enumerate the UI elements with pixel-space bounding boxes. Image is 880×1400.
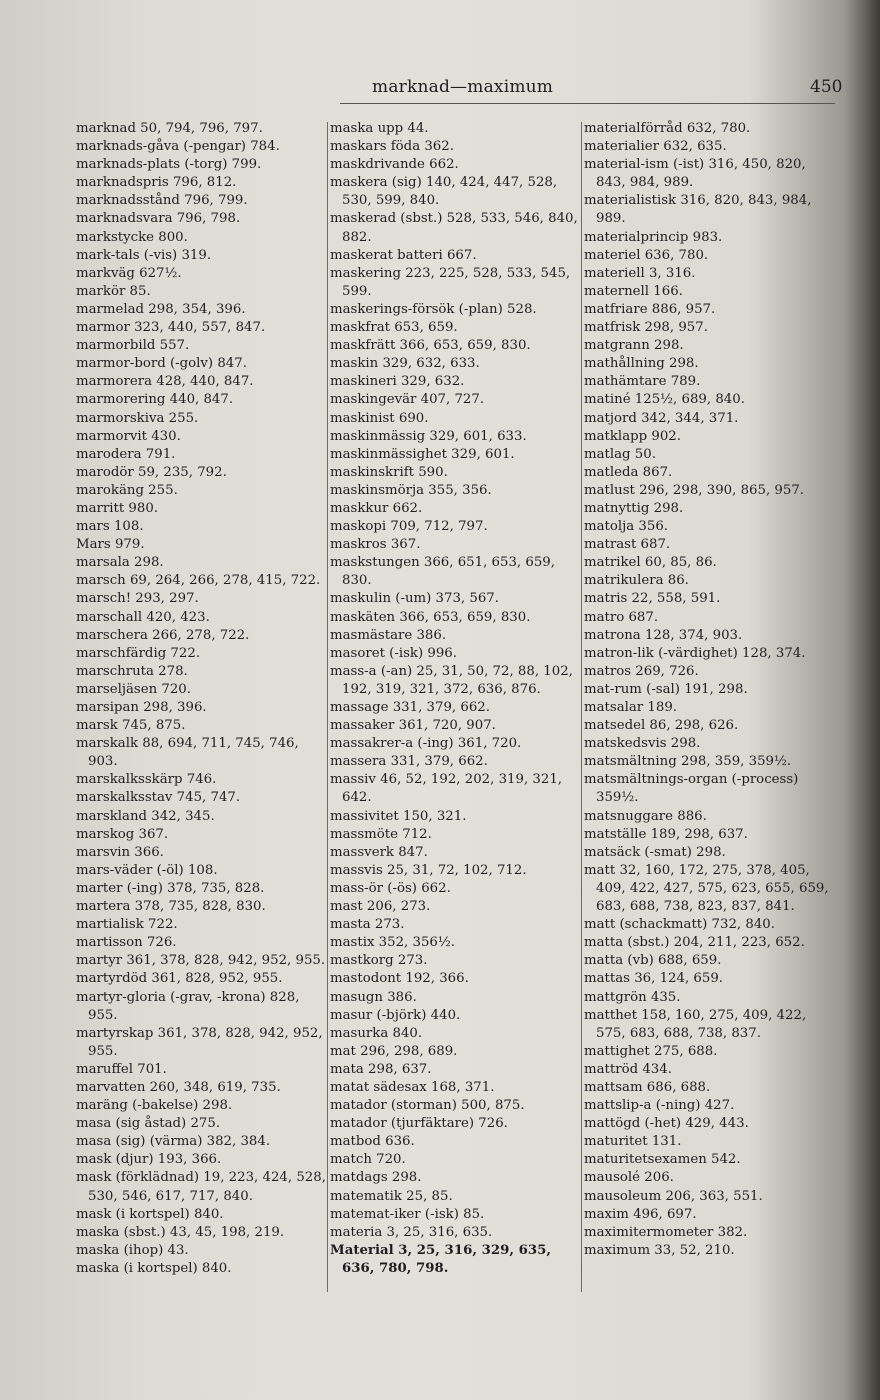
index-entry: matleda 867. — [584, 464, 673, 480]
index-entry: matsäck (-smat) 298. — [584, 844, 726, 860]
index-entry: matat sädesax 168, 371. — [330, 1079, 495, 1095]
index-entry: massverk 847. — [330, 844, 428, 860]
index-entry: mass-a (-an) 25, 31, 50, 72, 88, 102, 192, 319, 321, 372, 636, 876. — [330, 663, 573, 697]
index-entry: mast 206, 273. — [330, 899, 431, 915]
index-entry: mat 296, 298, 689. — [330, 1043, 458, 1059]
running-head: marknad—maximum — [372, 77, 554, 97]
index-entry: maskineri 329, 632. — [330, 374, 465, 390]
index-entry: maturitet 131. — [584, 1134, 682, 1150]
index-entry: material-ism (-ist) 316, 450, 820, 843, 984, 989. — [584, 157, 806, 191]
index-entry: maskulin (-um) 373, 567. — [330, 591, 499, 607]
index-entry: massakrer-a (-ing) 361, 720. — [330, 736, 522, 752]
index-entry: matsnuggare 886. — [584, 808, 707, 824]
index-entry: maskars föda 362. — [330, 139, 454, 155]
index-entry: matt (schackmatt) 732, 840. — [584, 917, 775, 933]
index-entry: matro 687. — [584, 609, 659, 625]
index-entry: matador (tjurfäktare) 726. — [330, 1116, 508, 1132]
index-entry: masur (-björk) 440. — [330, 1007, 461, 1023]
index-entry: maska upp 44. — [330, 121, 429, 136]
index-entry: mastodont 192, 366. — [330, 971, 469, 987]
index-entry: maskinmässig 329, 601, 633. — [330, 428, 527, 444]
index-entry: marsch! 293, 297. — [76, 591, 199, 607]
index-entry: materia 3, 25, 316, 635. — [330, 1224, 493, 1240]
index-entry: materialistisk 316, 820, 843, 984, 989. — [584, 193, 812, 227]
index-entry: martyrskap 361, 378, 828, 942, 952, 955. — [76, 1025, 323, 1059]
index-entry: maskinsmörja 355, 356. — [330, 482, 492, 498]
index-entry: marseljäsen 720. — [76, 681, 191, 697]
index-entry: Material 3, 25, 316, 329, 635, 636, 780, 798. — [330, 1242, 551, 1276]
index-entry: marmorering 440, 847. — [76, 392, 234, 408]
index-entry: mass-ör (-ös) 662. — [330, 880, 451, 896]
column-divider — [581, 122, 582, 1292]
index-entry: maskfrätt 366, 653, 659, 830. — [330, 338, 531, 354]
index-entry: maskering 223, 225, 528, 533, 545, 599. — [330, 265, 571, 299]
index-entry: matgrann 298. — [584, 338, 684, 354]
index-entry: marknad 50, 794, 796, 797. — [76, 121, 263, 136]
index-column-middle — [330, 120, 580, 1278]
index-entry: markstycke 800. — [76, 229, 188, 245]
index-entry: martialisk 722. — [76, 917, 178, 933]
index-entry: matematik 25, 85. — [330, 1188, 453, 1204]
index-entry: masta 273. — [330, 917, 405, 933]
index-entry: marmorvit 430. — [76, 428, 181, 444]
index-entry: maximitermometer 382. — [584, 1224, 748, 1240]
index-entry: matsmältning 298, 359, 359½. — [584, 754, 792, 770]
index-entry: masa (sig åstad) 275. — [76, 1116, 221, 1132]
index-entry: mattsam 686, 688. — [584, 1079, 711, 1095]
index-entry: masugn 386. — [330, 989, 417, 1005]
index-entry: maräng (-bakelse) 298. — [76, 1098, 233, 1114]
index-entry: matta (sbst.) 204, 211, 223, 652. — [584, 935, 805, 951]
index-entry: maskinmässighet 329, 601. — [330, 446, 515, 462]
index-column-left — [76, 120, 326, 1278]
index-entry: mask (i kortspel) 840. — [76, 1206, 224, 1222]
index-entry: matklapp 902. — [584, 428, 681, 444]
index-entry: matsedel 86, 298, 626. — [584, 718, 739, 734]
index-entry: matfrisk 298, 957. — [584, 320, 708, 336]
index-entry: matsalar 189. — [584, 700, 678, 715]
index-entry: mars-väder (-öl) 108. — [76, 862, 218, 878]
index-entry: maskerat batteri 667. — [330, 247, 477, 263]
index-entry: mata 298, 637. — [330, 1061, 432, 1077]
index-entry: maternell 166. — [584, 283, 683, 299]
index-entry: marknads-gåva (-pengar) 784. — [76, 139, 280, 155]
index-entry: matolja 356. — [584, 519, 669, 535]
header-rule — [340, 103, 835, 104]
index-entry: matthet 158, 160, 275, 409, 422, 575, 683, 688, 738, 837. — [584, 1007, 807, 1041]
facing-page-edge — [842, 120, 880, 1300]
index-entry: mathållning 298. — [584, 356, 699, 372]
index-entry: martisson 726. — [76, 935, 177, 951]
index-entry: maskerings-försök (-plan) 528. — [330, 301, 537, 317]
index-entry: mat-rum (-sal) 191, 298. — [584, 681, 748, 697]
index-entry: matdags 298. — [330, 1170, 422, 1186]
column-divider — [327, 122, 328, 1292]
index-entry: matjord 342, 344, 371. — [584, 410, 739, 426]
index-entry: marodör 59, 235, 792. — [76, 464, 227, 480]
index-entry: matfriare 886, 957. — [584, 301, 716, 317]
index-entry: maskinskrift 590. — [330, 464, 448, 480]
index-entry: mausoleum 206, 363, 551. — [584, 1188, 763, 1204]
index-entry: marsipan 298, 396. — [76, 700, 207, 715]
index-entry: marschfärdig 722. — [76, 645, 201, 661]
index-entry: marsch 69, 264, 266, 278, 415, 722. — [76, 573, 321, 589]
index-entry: matskedsvis 298. — [584, 736, 701, 752]
index-entry: masa (sig) (värma) 382, 384. — [76, 1134, 271, 1150]
index-entry: markör 85. — [76, 283, 151, 299]
index-entry: marschall 420, 423. — [76, 609, 210, 625]
index-entry: maximum 33, 52, 210. — [584, 1242, 735, 1258]
index-entry: maruffel 701. — [76, 1061, 167, 1077]
index-entry: mastkorg 273. — [330, 953, 428, 969]
index-entry: marmorera 428, 440, 847. — [76, 374, 254, 390]
index-entry: mars 108. — [76, 519, 144, 535]
index-entry: maska (i kortspel) 840. — [76, 1260, 232, 1276]
index-entry: matt 32, 160, 172, 275, 378, 405, 409, 422, 427, 575, 623, 655, 659, 683, 688, 738, 823, 837, 841. — [584, 862, 829, 915]
index-entry: masmästare 386. — [330, 627, 447, 643]
index-entry: maska (sbst.) 43, 45, 198, 219. — [76, 1224, 285, 1240]
index-entry: maskerad (sbst.) 528, 533, 546, 840, 882. — [330, 211, 578, 245]
index-entry: matbod 636. — [330, 1134, 415, 1150]
index-entry: maskin 329, 632, 633. — [330, 356, 480, 372]
index-entry: matemat-iker (-isk) 85. — [330, 1206, 485, 1222]
index-entry: matiné 125½, 689, 840. — [584, 392, 745, 408]
index-entry: maskingevär 407, 727. — [330, 392, 485, 408]
index-entry: maskstungen 366, 651, 653, 659, 830. — [330, 555, 555, 589]
index-entry: matros 269, 726. — [584, 663, 699, 679]
index-entry: marodera 791. — [76, 446, 176, 462]
index-entry: marsvin 366. — [76, 844, 164, 860]
index-entry: marritt 980. — [76, 500, 159, 516]
index-entry: markväg 627½. — [76, 265, 182, 281]
index-entry: matnyttig 298. — [584, 500, 684, 516]
index-entry: masoret (-isk) 996. — [330, 645, 457, 661]
index-entry: marvatten 260, 348, 619, 735. — [76, 1079, 281, 1095]
index-entry: matrikulera 86. — [584, 573, 689, 589]
index-entry: marmor-bord (-golv) 847. — [76, 356, 247, 372]
index-entry: martyrdöd 361, 828, 952, 955. — [76, 971, 283, 987]
index-entry: mathämtare 789. — [584, 374, 701, 390]
index-entry: materialier 632, 635. — [584, 139, 727, 155]
index-entry: maskäten 366, 653, 659, 830. — [330, 609, 531, 625]
index-entry: massage 331, 379, 662. — [330, 700, 490, 715]
index-entry: maskdrivande 662. — [330, 157, 459, 173]
index-entry: matron-lik (-värdighet) 128, 374. — [584, 645, 806, 661]
index-entry: matrikel 60, 85, 86. — [584, 555, 717, 571]
index-entry: matrona 128, 374, 903. — [584, 627, 743, 643]
index-entry: marmorskiva 255. — [76, 410, 199, 426]
index-entry: marmelad 298, 354, 396. — [76, 301, 246, 317]
index-entry: maskfrat 653, 659. — [330, 320, 458, 336]
index-entry: massvis 25, 31, 72, 102, 712. — [330, 862, 527, 878]
index-entry: martyr-gloria (-grav, -krona) 828, 955. — [76, 989, 300, 1023]
index-entry: mattas 36, 124, 659. — [584, 971, 724, 987]
index-entry: marmorbild 557. — [76, 338, 190, 354]
index-entry: maskera (sig) 140, 424, 447, 528, 530, 599, 840. — [330, 175, 558, 209]
index-entry: mausolé 206. — [584, 1170, 674, 1186]
index-entry: marschera 266, 278, 722. — [76, 627, 250, 643]
index-entry: matador (storman) 500, 875. — [330, 1098, 525, 1114]
index-entry: marokäng 255. — [76, 482, 178, 498]
index-entry: matris 22, 558, 591. — [584, 591, 721, 607]
index-entry: match 720. — [330, 1152, 406, 1168]
index-entry: matlag 50. — [584, 446, 656, 462]
index-entry: marskalksskärp 746. — [76, 772, 217, 788]
index-column-right — [584, 120, 839, 1260]
index-entry: materialförråd 632, 780. — [584, 121, 751, 136]
index-entry: massivitet 150, 321. — [330, 808, 467, 824]
index-entry: materialprincip 983. — [584, 229, 723, 245]
index-entry: martyr 361, 378, 828, 942, 952, 955. — [76, 953, 326, 969]
index-entry: matsmältnings-organ (-process) 359½. — [584, 772, 799, 806]
index-entry: maxim 496, 697. — [584, 1206, 697, 1222]
index-entry: marskog 367. — [76, 826, 169, 842]
index-entry: marknadspris 796, 812. — [76, 175, 237, 191]
index-entry: mattgrön 435. — [584, 989, 681, 1005]
index-entry: massiv 46, 52, 192, 202, 319, 321, 642. — [330, 772, 563, 806]
index-entry: marsala 298. — [76, 555, 164, 571]
index-entry: matta (vb) 688, 659. — [584, 953, 722, 969]
index-entry: maskros 367. — [330, 537, 421, 553]
index-entry: Mars 979. — [76, 537, 145, 553]
index-entry: maska (ihop) 43. — [76, 1242, 189, 1258]
index-entry: massaker 361, 720, 907. — [330, 718, 496, 734]
index-entry: masurka 840. — [330, 1025, 423, 1041]
index-entry: mattröd 434. — [584, 1061, 672, 1077]
index-entry: mattögd (-het) 429, 443. — [584, 1116, 749, 1132]
page-number: 450 — [810, 77, 843, 97]
index-entry: mattslip-a (-ning) 427. — [584, 1098, 735, 1114]
index-entry: mark-tals (-vis) 319. — [76, 247, 212, 263]
index-entry: massmöte 712. — [330, 826, 432, 842]
index-entry: maskkur 662. — [330, 500, 423, 516]
index-entry: marskalksstav 745, 747. — [76, 790, 241, 806]
index-entry: marmor 323, 440, 557, 847. — [76, 320, 266, 336]
index-entry: mask (förklädnad) 19, 223, 424, 528, 530, 546, 617, 717, 840. — [76, 1170, 326, 1204]
index-entry: martera 378, 735, 828, 830. — [76, 899, 266, 915]
index-entry: marsk 745, 875. — [76, 718, 186, 734]
index-entry: marskalk 88, 694, 711, 745, 746, 903. — [76, 736, 299, 770]
index-entry: marskland 342, 345. — [76, 808, 215, 824]
index-entry: materiel 636, 780. — [584, 247, 709, 263]
index-entry: maturitetsexamen 542. — [584, 1152, 741, 1168]
index-entry: maskopi 709, 712, 797. — [330, 519, 488, 535]
index-entry: marknads-plats (-torg) 799. — [76, 157, 262, 173]
index-entry: matrast 687. — [584, 537, 671, 553]
index-entry: maskinist 690. — [330, 410, 429, 426]
index-entry: mask (djur) 193, 366. — [76, 1152, 222, 1168]
index-entry: materiell 3, 316. — [584, 265, 696, 281]
index-entry: mastix 352, 356½. — [330, 935, 456, 951]
index-entry: matställe 189, 298, 637. — [584, 826, 748, 842]
index-entry: marknadsvara 796, 798. — [76, 211, 241, 227]
index-entry: massera 331, 379, 662. — [330, 754, 488, 770]
index-entry: marknadsstånd 796, 799. — [76, 193, 248, 209]
page-header — [0, 73, 880, 103]
index-entry: marter (-ing) 378, 735, 828. — [76, 880, 265, 896]
index-entry: matlust 296, 298, 390, 865, 957. — [584, 482, 805, 498]
index-entry: marschruta 278. — [76, 663, 188, 679]
index-entry: mattighet 275, 688. — [584, 1043, 718, 1059]
